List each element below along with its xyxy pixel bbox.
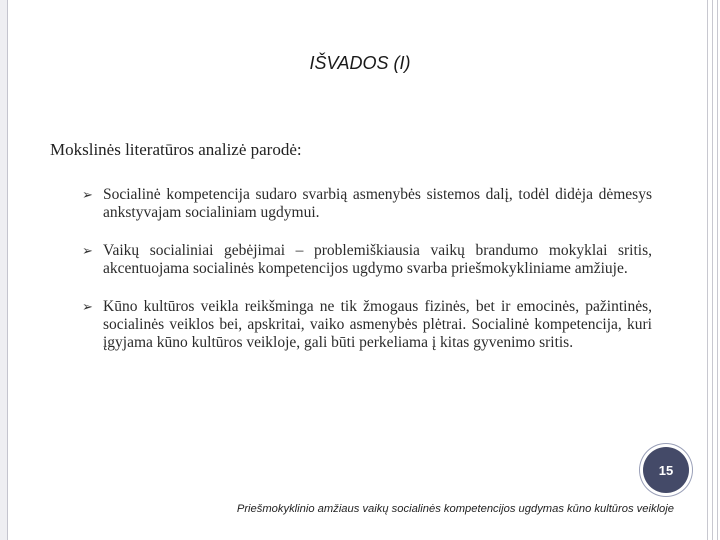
slide-title: IŠVADOS (I) (309, 53, 411, 73)
arrowhead-bullet-icon: ➢ (82, 244, 93, 259)
bullet-text: Socialinė kompetencija sudaro svarbią asmenybės sistemos dalį, todėl didėja dėmesys ankstyvajam socialiniam ugdymui. (103, 186, 652, 221)
right-frame-line (712, 0, 713, 540)
bullet-list (82, 186, 652, 372)
bullet-item (82, 298, 652, 352)
footer-text: Priešmokyklinio amžiaus vaikų socialinės kompetencijos ugdymas kūno kultūros veikloje (236, 503, 674, 515)
bullet-text: Kūno kultūros veikla reikšminga ne tik žmogaus fizinės, bet ir emocinės, pažintinės, socialinės veiklos bei, apskritai, vaiko asmenybės plėtrai. Socialinė kompetencija, kuri įgyjama kūno kultūros veikloje, gali būti perkeliama į kitas gyvenimo sritis. (103, 298, 652, 351)
right-frame-line (717, 0, 718, 540)
left-decorative-bar (0, 0, 8, 540)
page-number: 15 (658, 462, 674, 478)
bullet-item (82, 242, 652, 278)
bullet-text: Vaikų socialiniai gebėjimai – problemiškiausia vaikų brandumo mokyklai sritis, akcentuojama socialinės kompetencijos ugdymo svarba priešmokykliniame amžiuje. (103, 242, 652, 277)
bullet-item (82, 186, 652, 222)
intro-text: Mokslinės literatūros analizė parodė: (50, 140, 302, 159)
page-number-badge (643, 447, 689, 493)
arrowhead-bullet-icon: ➢ (82, 300, 93, 315)
right-frame-line (707, 0, 708, 540)
arrowhead-bullet-icon: ➢ (82, 188, 93, 203)
